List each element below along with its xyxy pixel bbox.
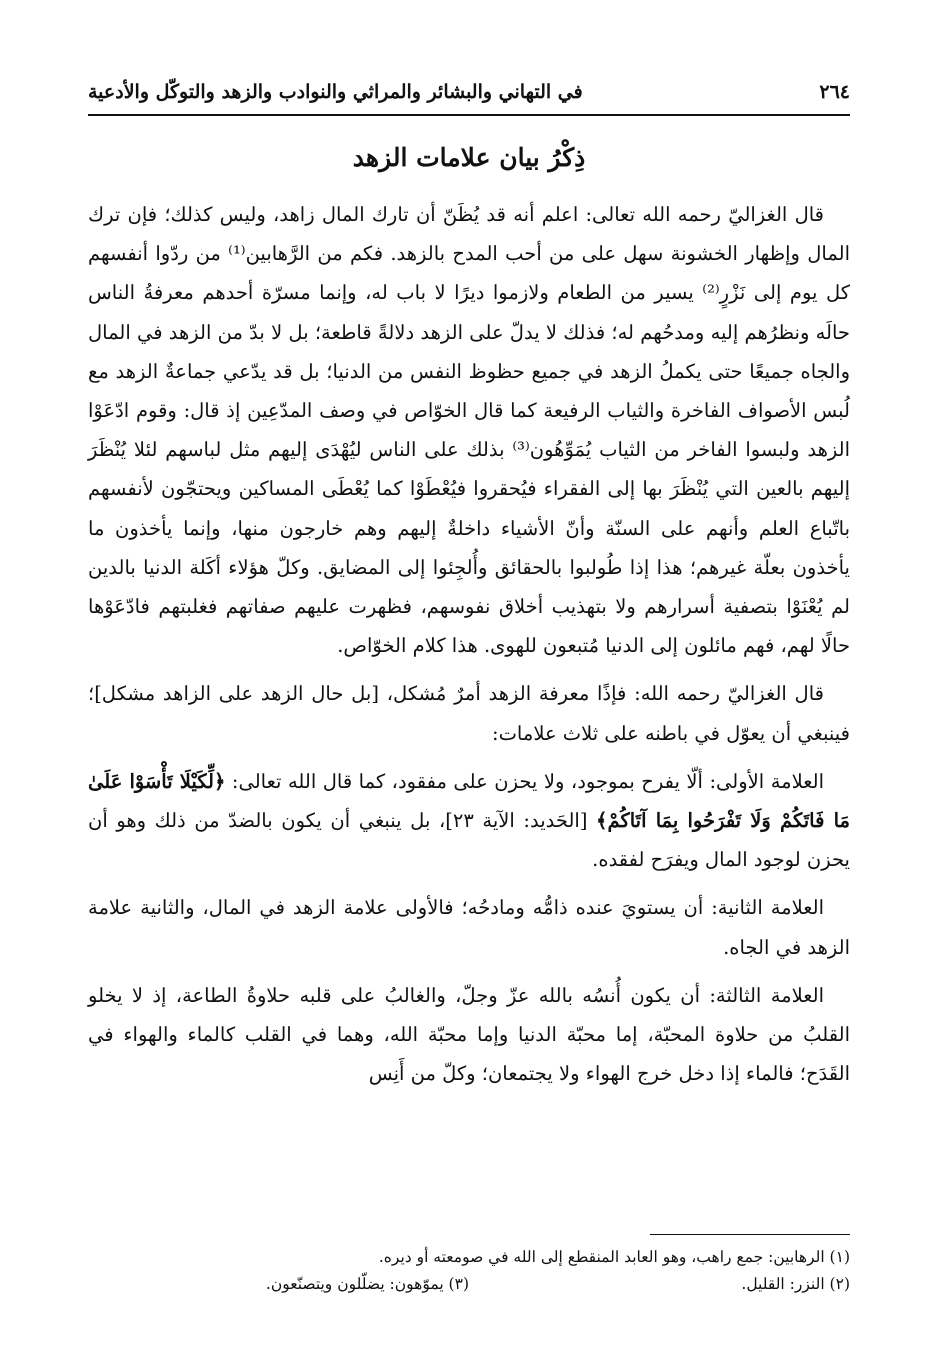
- page-number: ٢٦٤: [819, 81, 850, 103]
- paragraph-1: قال الغزاليّ رحمه الله تعالى: اعلم أنه قد يُظَنّ أن تارك المال زاهد، وليس كذلك؛ فإن ترك المال وإظهار الخشونة سهل على من أحب المدح بالزهد. فكم من الرَّهابين⁽¹⁾ من ردّوا أنفسهم كل يوم إلى نَزْرٍ⁽²⁾ يسير من الطعام ولازموا ديرًا لا باب له، وإنما مسرّة أحدهم معرفةُ الناس حالَه ونظرُهم إليه ومدحُهم له؛ فذلك لا يدلّ على الزهد دلالةً قاطعة؛ بل لا بدّ من الزهد في المال والجاه جميعًا حتى يكملُ الزهد في جميع حظوظ النفس من الدنيا؛ بل قد يدّعي جماعةٌ الزهد مع لُبس الأصواف الفاخرة والثياب الرفيعة كما قال الخوّاص في وصف المدّعِين إذ قال: وقوم ادّعَوْا الزهد ولبسوا الفاخر من الثياب يُمَوِّهُون⁽³⁾ بذلك على الناس ليُهْدَى إليهم مثل لباسهم لئلا يُنْظَرَ إليهم بالعين التي يُنْظَرَ بها إلى الفقراء فيُحقروا فيُعْطَوْا كما يُعْطَى المساكين ويحتجّون لأنفسهم باتّباع العلم وأنهم على السنّة وأنّ الأشياء داخلةٌ إليهم وهم خارجون منها، وإنما يأخذون ما يأخذون بعلّة غيرهم؛ هذا إذا طُولبوا بالحقائق وأُلجِئوا إلى المضايق. وكلّ هؤلاء أكَلة الدنيا بالدين لم يُعْنَوْا بتصفية أسرارهم ولا بتهذيب أخلاق نفوسهم، فظهرت عليهم صفاتهم فغلبتهم فادّعَوْها حالًا لهم، فهم مائلون إلى الدنيا مُتبعون للهوى. هذا كلام الخوّاص.: [88, 203, 850, 658]
- paragraph-5: العلامة الثالثة: أن يكون أُنسُه بالله عزّ وجلّ، والغالبُ على قلبه حلاوةُ الطاعة، إذ لا يخلو القلبُ من حلاوة المحبّة، إما محبّة الدنيا وإما محبّة الله، وهما في القلب كالماء والهواء في القَدَح؛ فالماء إذا دخل خرج الهواء ولا يجتمعان؛ وكلّ من أَنِس: [88, 983, 850, 1086]
- footnote-rule: [650, 1234, 850, 1235]
- footnote-row: [88, 1271, 850, 1298]
- footnotes: [88, 1244, 850, 1298]
- running-title: في التهاني والبشائر والمراثي والنوادب والزهد والتوكّل والأدعية: [88, 81, 583, 103]
- quran-verse: ﴿لِّكَيْلَا تَأْسَوْا عَلَىٰ مَا فَاتَكُمْ وَلَا تَفْرَحُوا بِمَا آتَاكُمْ﴾: [88, 769, 850, 833]
- body-text: [88, 195, 850, 1093]
- page-header: [88, 72, 850, 112]
- paragraph-3-intro: العلامة الأولى: ألّا يفرح بموجود، ولا يحزن على مفقود، كما قال الله تعالى:: [231, 769, 825, 793]
- paragraph-3: [88, 762, 850, 880]
- footnote-3: (٣) يموّهون: يضلّلون ويتصنّعون.: [265, 1275, 469, 1293]
- header-rule: [88, 114, 850, 116]
- footnote-1: (١) الرهابين: جمع راهب، وهو العابد المنقطع إلى الله في صومعته أو ديره.: [378, 1248, 850, 1266]
- section-title: ذِكْرُ بيان علامات الزهد: [352, 143, 586, 172]
- footnote-2: (٢) النزر: القليل.: [741, 1275, 850, 1293]
- paragraph-3-rest: [الحَديد: الآية ٢٣]، بل ينبغي أن يكون بالضدّ من ذلك وهو أن يحزن لوجود المال ويفرَح لفقده.: [88, 809, 850, 872]
- paragraph-2: قال الغزاليّ رحمه الله: فإذًا معرفة الزهد أمرٌ مُشكل، [بل حال الزهد على الزاهد مشكل]؛ فينبغي أن يعوّل في باطنه على ثلاث علامات:: [88, 682, 850, 745]
- paragraph-4: العلامة الثانية: أن يستويَ عنده ذامُّه ومادحُه؛ فالأولى علامة الزهد في المال، والثانية علامة الزهد في الجاه.: [88, 896, 850, 959]
